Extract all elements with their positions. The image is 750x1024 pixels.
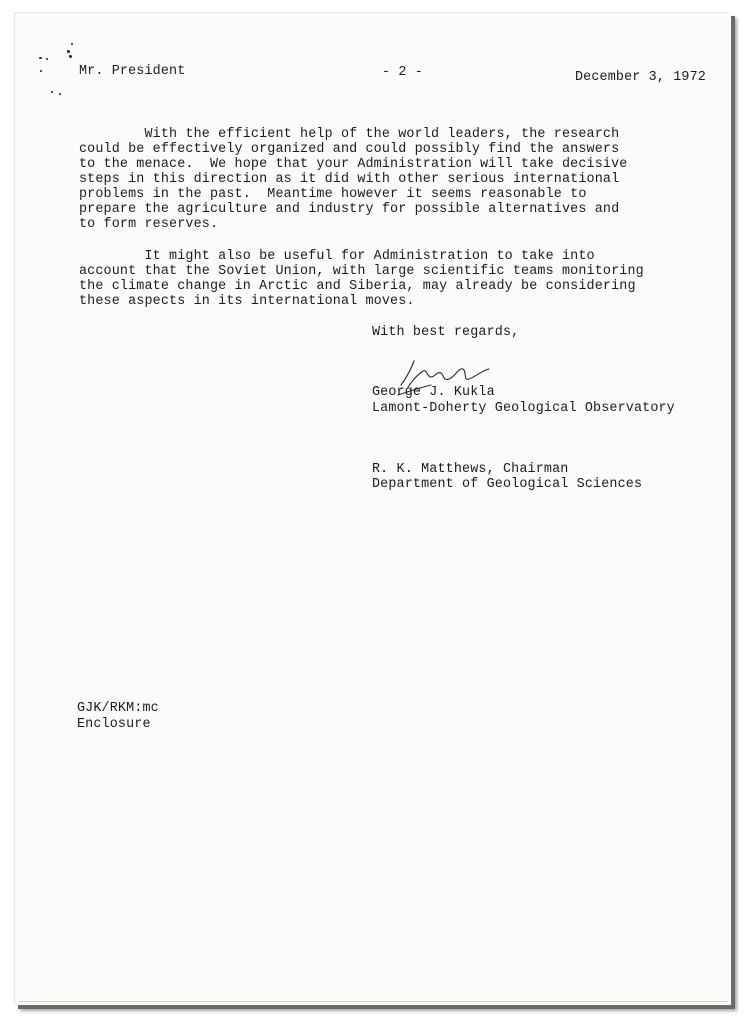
signatory-name: R. K. Matthews, Chairman <box>372 462 569 477</box>
body-line: these aspects in its international moves. <box>79 294 415 309</box>
scan-speck <box>71 43 73 45</box>
body-line: It might also be useful for Administration to take into <box>79 249 595 264</box>
enclosure-note: Enclosure <box>77 717 151 732</box>
body-line: to form reserves. <box>79 217 219 232</box>
body-line: account that the Soviet Union, with large scientific teams monitoring <box>79 264 644 279</box>
header-page-number: - 2 - <box>382 65 423 80</box>
scan-speck <box>46 58 48 60</box>
scan-speck <box>69 55 72 58</box>
closing-salutation: With best regards, <box>372 325 520 340</box>
scan-speck <box>51 91 53 93</box>
scan-speck <box>67 50 70 53</box>
header-recipient: Mr. President <box>79 64 186 79</box>
scan-speck <box>39 57 42 59</box>
body-line: With the efficient help of the world leaders, the research <box>79 127 620 142</box>
body-line: steps in this direction as it did with other serious international <box>79 172 620 187</box>
page-edge <box>19 1001 727 1002</box>
scan-speck <box>59 93 61 95</box>
body-line: to the menace. We hope that your Administration will take decisive <box>79 157 628 172</box>
signatory-affiliation: Department of Geological Sciences <box>372 477 643 492</box>
body-line: could be effectively organized and could possibly find the answers <box>79 142 620 157</box>
scan-speck <box>40 70 42 72</box>
reference-initials: GJK/RKM:mc <box>77 701 159 716</box>
body-line: the climate change in Arctic and Siberia, may already be considering <box>79 279 636 294</box>
letter-page <box>14 12 731 1005</box>
signatory-affiliation: Lamont-Doherty Geological Observatory <box>372 401 675 416</box>
body-line: problems in the past. Meantime however it seems reasonable to <box>79 187 587 202</box>
header-date: December 3, 1972 <box>575 70 706 85</box>
body-line: prepare the agriculture and industry for possible alternatives and <box>79 202 620 217</box>
signatory-name: George J. Kukla <box>372 385 495 400</box>
